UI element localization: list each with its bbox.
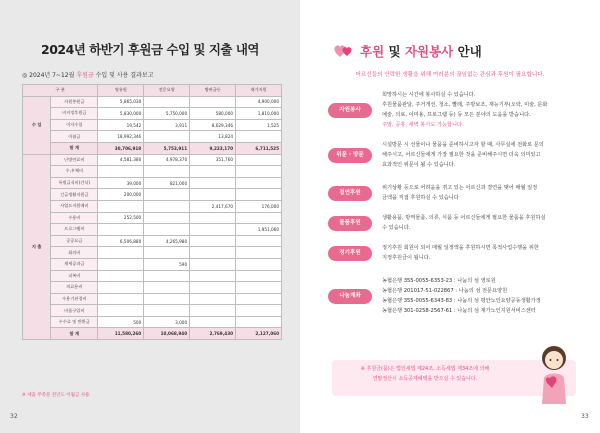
girl-heart-illustration [530, 342, 578, 404]
text-line: 후원물품관달, 주거개선, 청소, 빨래, 주방보조, 재능기부(오락, 미술, 문화 [382, 102, 548, 108]
table-row [23, 96, 282, 108]
amount-cell [98, 305, 144, 317]
table-row [23, 305, 282, 317]
page-title: 2024년 하반기 후원금 수입 및 지출 내역 [41, 42, 259, 57]
item-label: 특별급식비(간식) [51, 177, 98, 189]
total-amount: 11,580,260 [98, 328, 144, 340]
amount-cell [98, 293, 144, 305]
amount-cell: 13,824 [190, 131, 236, 143]
text-line: 효과적인 위문이 될 수 있습니다. [382, 162, 456, 168]
amount-cell [144, 305, 190, 317]
amount-cell: 3,000 [144, 316, 190, 328]
table-row [23, 282, 282, 294]
amount-cell [144, 212, 190, 224]
table-row [23, 258, 282, 270]
item-label: 비품구입비 [51, 305, 98, 317]
amount-cell: 3,911 [144, 119, 190, 131]
amount-cell: 39,000 [98, 177, 144, 189]
section-text [382, 90, 580, 130]
amount-cell [236, 235, 282, 247]
amount-cell [144, 224, 190, 236]
section-text [382, 276, 580, 316]
amount-cell [98, 224, 144, 236]
amount-cell [236, 293, 282, 305]
amount-cell: 821,000 [144, 177, 190, 189]
table-row [23, 177, 282, 189]
amount-cell [190, 305, 236, 317]
table-row [23, 131, 282, 143]
amount-cell: 8,629,346 [190, 119, 236, 131]
item-label: 이자수입 [51, 119, 98, 131]
group-label: 수 입 [23, 96, 51, 154]
item-label: 이월금 [51, 131, 98, 143]
table-row [23, 200, 282, 212]
table-row [23, 119, 282, 131]
amount-cell [236, 189, 282, 201]
text-line: 농협은행 201017-51-022867 : 나눔의 섬 전문요양원 [382, 288, 508, 294]
amount-cell [190, 282, 236, 294]
amount-cell [190, 270, 236, 282]
amount-cell [236, 154, 282, 166]
item-label: 수수료 및 반환금 [51, 316, 98, 328]
amount-cell: 5,865,030 [98, 96, 144, 108]
item-label: 의료용비 [51, 282, 98, 294]
amount-cell [144, 189, 190, 201]
table-subtitle: ◎ 2024년 7~12월 후원금 수입 및 사용 결과보고 [22, 72, 154, 79]
amount-cell: 1,810,000 [236, 108, 282, 120]
amount-cell [190, 316, 236, 328]
hearts-icon [333, 42, 355, 60]
amount-cell: 4,581,380 [98, 154, 144, 166]
header-cell: 병판굼등 [190, 85, 236, 97]
table-row [23, 108, 282, 120]
amount-cell: 580,000 [190, 108, 236, 120]
amount-cell [98, 258, 144, 270]
amount-cell [190, 258, 236, 270]
text-line: 해주시고, 어르신들에게 가장 필요한 것을 준비해주시면 더욱 의미있고 [382, 152, 541, 158]
item-label: 자원봉원금 [51, 96, 98, 108]
amount-cell [144, 200, 190, 212]
amount-cell [236, 282, 282, 294]
highlight-line: 주말, 공휴, 새벽 봉사도 가능합니다. [382, 122, 464, 128]
amount-cell [236, 316, 282, 328]
total-amount: 30,706,918 [98, 142, 144, 154]
text-line: 정기후원 회원이 되어 매월 일정액을 후원하시면 목적사업수행을 위한 [382, 245, 539, 251]
amount-cell [144, 293, 190, 305]
amount-cell [190, 189, 236, 201]
text-line: 농협은행 301-0258-2567-61 : 나눔의 섬 재가노인지원서비스센터 [382, 308, 536, 314]
intro-text: 어르신들의 안락한 생활을 위해 여러분의 끊임없는 관심과 후원이 필요합니다. [355, 72, 545, 78]
text-line: 위기상황 등으로 어려움을 겪고 있는 어르신과 결연을 맺어 매월 일정 [382, 185, 538, 191]
header-cell: 재가지원 [236, 85, 282, 97]
amount-cell: 2,417,670 [190, 200, 236, 212]
page-number-left: 32 [10, 413, 18, 420]
amount-cell [190, 96, 236, 108]
table-row [23, 212, 282, 224]
total-row [23, 142, 282, 154]
section-label-pill: 나눔계좌 [328, 289, 372, 304]
text-line: 희망하시는 시간에 봉사하실 수 있습니다. [382, 92, 476, 98]
section-title: 후원 및 자원봉사 안내 [360, 44, 482, 59]
amount-cell [236, 305, 282, 317]
amount-cell: 4,265,980 [144, 235, 190, 247]
total-amount: 5,753,911 [144, 142, 190, 154]
item-label: 긴급생활지원금 [51, 189, 98, 201]
total-label: 합 계 [51, 142, 98, 154]
amount-cell [144, 270, 190, 282]
table-row [23, 316, 282, 328]
item-label: 난방연료비 [51, 154, 98, 166]
header-cell: 전문요양 [144, 85, 190, 97]
amount-cell [98, 200, 144, 212]
finance-table [22, 84, 282, 340]
item-label: 수,우체비 [51, 166, 98, 178]
table-row [23, 247, 282, 259]
amount-cell: 1,525 [236, 119, 282, 131]
amount-cell: 5,750,000 [144, 108, 190, 120]
amount-cell: 176,000 [236, 200, 282, 212]
table-footnote: ※ 세출 무족분 전년도 이월금 사용 [22, 393, 90, 398]
amount-cell [190, 166, 236, 178]
item-label: 피복비 [51, 270, 98, 282]
amount-cell [144, 282, 190, 294]
amount-cell [98, 166, 144, 178]
amount-cell: 351,760 [190, 154, 236, 166]
item-label: 수용비 [51, 212, 98, 224]
amount-cell [190, 177, 236, 189]
item-label: 회의비 [51, 247, 98, 259]
amount-cell: 252,500 [98, 212, 144, 224]
section-label-pill: 정기후원 [328, 246, 372, 261]
table-header-row [23, 85, 282, 97]
amount-cell: 4,900,000 [236, 96, 282, 108]
table-row [23, 293, 282, 305]
amount-cell [144, 247, 190, 259]
section-text [382, 183, 580, 203]
total-amount: 10,068,940 [144, 328, 190, 340]
table-row [23, 224, 282, 236]
amount-cell: 4,978,370 [144, 154, 190, 166]
section-text [382, 140, 580, 170]
amount-cell [236, 270, 282, 282]
amount-cell [190, 293, 236, 305]
item-label: 수용기관경비 [51, 293, 98, 305]
total-row [23, 328, 282, 340]
amount-cell [98, 282, 144, 294]
amount-cell [190, 247, 236, 259]
text-line: 시설방문 시 선물이나 물품을 준비하시고자 할 때, 사무실에 전화로 문의 [382, 142, 544, 148]
table-row [23, 166, 282, 178]
amount-cell: 5,830,000 [98, 108, 144, 120]
amount-cell [98, 247, 144, 259]
text-line: 농협은행 355-0055-6353-23 : 나눔의 섬 영로원 [382, 278, 496, 284]
section-text [382, 243, 580, 263]
page-number-right: 33 [581, 413, 589, 420]
amount-cell [144, 131, 190, 143]
total-amount: 6,711,525 [236, 142, 282, 154]
amount-cell [98, 270, 144, 282]
section-label-pill: 물품후원 [328, 216, 372, 231]
table-row [23, 270, 282, 282]
amount-cell [236, 258, 282, 270]
item-label: 사업프지원매비 [51, 200, 98, 212]
amount-cell: 590 [144, 258, 190, 270]
header-cell: 구 분 [23, 85, 98, 97]
item-label: 공공요금 [51, 235, 98, 247]
amount-cell: 19,542 [98, 119, 144, 131]
text-line: 금액을 직접 후원하실 수 있습니다 [382, 195, 459, 201]
amount-cell [236, 247, 282, 259]
amount-cell [144, 166, 190, 178]
total-amount: 2,127,060 [236, 328, 282, 340]
amount-cell [144, 96, 190, 108]
amount-cell: 6,506,880 [98, 235, 144, 247]
amount-cell: 500 [98, 316, 144, 328]
section-label-pill: 위문 · 방문 [328, 148, 372, 163]
amount-cell: 200,000 [98, 189, 144, 201]
amount-cell [236, 166, 282, 178]
total-label: 합 계 [51, 328, 98, 340]
text-line: 예술, 의료, 이미용, 프로그램 등) 등 모든 분야의 도움을 받습니다. [382, 112, 531, 118]
section-text [382, 213, 580, 233]
amount-cell [190, 235, 236, 247]
table-row [23, 154, 282, 166]
amount-cell [236, 177, 282, 189]
tax-notice-text: ※ 후원금(품)은 법인세법 제24조, 소득세법 제34조에 의해 연말정산시 소득공제혜택을 받으실 수 있습니다. [360, 366, 490, 382]
section-label-pill: 자원봉사 [328, 103, 372, 118]
text-line: 농협은행 355-0055-6343-83 : 나눔의 섬 평안노인요양공동생활가정 [382, 298, 541, 304]
text-line: 생활용품, 방역물품, 의류, 식품 등 어르신들에게 필요한 물품을 후원하실 [382, 215, 546, 221]
total-amount: 9,223,170 [190, 142, 236, 154]
amount-cell [190, 224, 236, 236]
item-label: 비지정후원금 [51, 108, 98, 120]
amount-cell: 18,992,346 [98, 131, 144, 143]
amount-cell: 1,951,060 [236, 224, 282, 236]
header-cell: 영유원 [98, 85, 144, 97]
table-row [23, 235, 282, 247]
total-amount: 2,769,430 [190, 328, 236, 340]
amount-cell [190, 212, 236, 224]
group-label: 지 출 [23, 154, 51, 340]
section-label-pill: 결연후원 [328, 186, 372, 201]
item-label: 재세공과금 [51, 258, 98, 270]
text-line: 수 있습니다. [382, 225, 411, 231]
amount-cell [236, 212, 282, 224]
amount-cell [236, 131, 282, 143]
text-line: 지정후원금이 됩니다. [382, 255, 431, 261]
item-label: 프로그램비 [51, 224, 98, 236]
table-row [23, 189, 282, 201]
